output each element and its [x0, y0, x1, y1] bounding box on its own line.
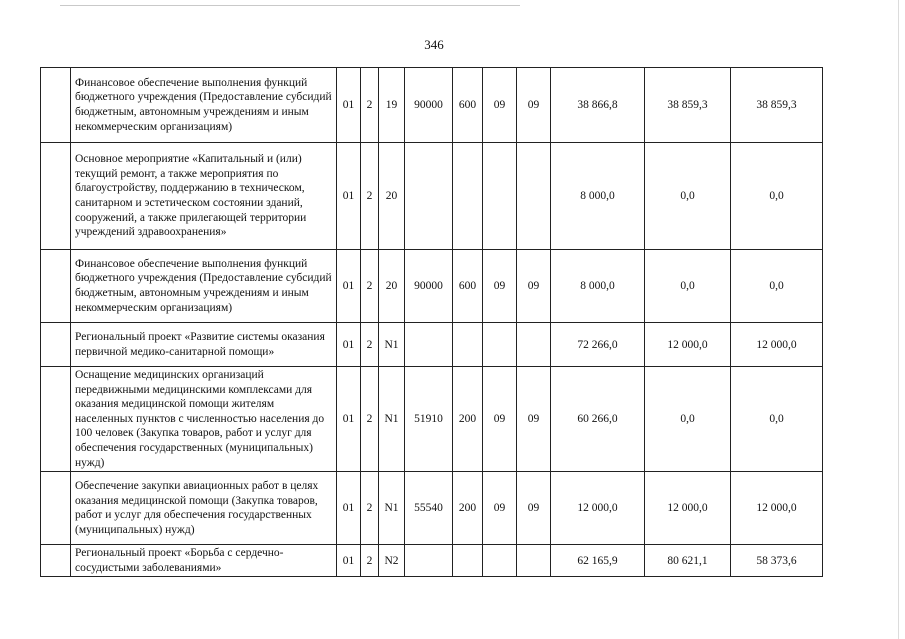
amount-year-1: 62 165,9: [551, 545, 645, 577]
row-description: Финансовое обеспечение выполнения функций бюджетного учреждения (Предоставление субсидий бюджетным, автономным учреждениям и иным некоммерческим организациям): [71, 68, 337, 143]
section-code: 09: [483, 250, 517, 323]
direction-code: [405, 323, 453, 367]
row-description: Региональный проект «Развитие системы оказания первичной медико-санитарной помощи»: [71, 323, 337, 367]
row-description: Основное мероприятие «Капитальный и (или) текущий ремонт, а также мероприятия по благоустройству, поддержанию в техническом, санитарном и эстетическом состоянии зданий, сооружений, а также прилегающей территории учреждений здравоохранения»: [71, 143, 337, 250]
row-description: Оснащение медицинских организаций передвижными медицинскими комплексами для оказания медицинской помощи жителям населенных пунктов с численностью населения до 100 человек (Закупка товаров, работ и услуг для обеспечения государственных (муниципальных) нужд): [71, 367, 337, 472]
subsection-code: 09: [517, 472, 551, 545]
expense-type-code: 200: [453, 367, 483, 472]
row-margin-cell: [41, 68, 71, 143]
amount-year-3: 12 000,0: [731, 323, 823, 367]
expense-type-code: [453, 143, 483, 250]
subprogram-code: 2: [361, 250, 379, 323]
subsection-code: [517, 545, 551, 577]
event-code: 19: [379, 68, 405, 143]
program-code: 01: [337, 68, 361, 143]
amount-year-3: 58 373,6: [731, 545, 823, 577]
program-code: 01: [337, 143, 361, 250]
amount-year-2: 38 859,3: [645, 68, 731, 143]
event-code: 20: [379, 250, 405, 323]
budget-table: [40, 67, 823, 577]
event-code: 20: [379, 143, 405, 250]
subprogram-code: 2: [361, 472, 379, 545]
table-row: [41, 250, 823, 323]
table-row: [41, 143, 823, 250]
row-description: Региональный проект «Борьба с сердечно-сосудистыми заболеваниями»: [71, 545, 337, 577]
program-code: 01: [337, 472, 361, 545]
expense-type-code: 200: [453, 472, 483, 545]
amount-year-1: 60 266,0: [551, 367, 645, 472]
amount-year-1: 8 000,0: [551, 250, 645, 323]
subprogram-code: 2: [361, 323, 379, 367]
subsection-code: [517, 143, 551, 250]
subprogram-code: 2: [361, 367, 379, 472]
top-rule: [60, 5, 520, 6]
row-margin-cell: [41, 367, 71, 472]
program-code: 01: [337, 323, 361, 367]
amount-year-2: 0,0: [645, 250, 731, 323]
amount-year-3: 0,0: [731, 250, 823, 323]
program-code: 01: [337, 545, 361, 577]
subsection-code: 09: [517, 250, 551, 323]
table-row: [41, 68, 823, 143]
row-description: Обеспечение закупки авиационных работ в целях оказания медицинской помощи (Закупка товаров, работ и услуг для обеспечения государственных (муниципальных) нужд): [71, 472, 337, 545]
direction-code: 51910: [405, 367, 453, 472]
program-code: 01: [337, 250, 361, 323]
expense-type-code: 600: [453, 250, 483, 323]
direction-code: [405, 545, 453, 577]
amount-year-2: 0,0: [645, 143, 731, 250]
subsection-code: 09: [517, 367, 551, 472]
amount-year-1: 38 866,8: [551, 68, 645, 143]
section-code: 09: [483, 68, 517, 143]
amount-year-2: 12 000,0: [645, 323, 731, 367]
subsection-code: [517, 323, 551, 367]
table-row: [41, 323, 823, 367]
amount-year-2: 80 621,1: [645, 545, 731, 577]
amount-year-3: 0,0: [731, 143, 823, 250]
program-code: 01: [337, 367, 361, 472]
subsection-code: 09: [517, 68, 551, 143]
direction-code: 55540: [405, 472, 453, 545]
amount-year-1: 8 000,0: [551, 143, 645, 250]
expense-type-code: [453, 545, 483, 577]
table-row: [41, 472, 823, 545]
section-code: [483, 545, 517, 577]
section-code: 09: [483, 367, 517, 472]
row-description: Финансовое обеспечение выполнения функций бюджетного учреждения (Предоставление субсидий бюджетным, автономным учреждениям и иным некоммерческим организациям): [71, 250, 337, 323]
row-margin-cell: [41, 143, 71, 250]
amount-year-1: 12 000,0: [551, 472, 645, 545]
amount-year-2: 0,0: [645, 367, 731, 472]
subprogram-code: 2: [361, 143, 379, 250]
section-code: 09: [483, 472, 517, 545]
page-number: 346: [424, 37, 444, 52]
event-code: N2: [379, 545, 405, 577]
amount-year-2: 12 000,0: [645, 472, 731, 545]
amount-year-1: 72 266,0: [551, 323, 645, 367]
amount-year-3: 38 859,3: [731, 68, 823, 143]
expense-type-code: 600: [453, 68, 483, 143]
table-body: [41, 68, 823, 577]
direction-code: 90000: [405, 68, 453, 143]
section-code: [483, 143, 517, 250]
direction-code: 90000: [405, 250, 453, 323]
row-margin-cell: [41, 323, 71, 367]
row-margin-cell: [41, 545, 71, 577]
subprogram-code: 2: [361, 68, 379, 143]
row-margin-cell: [41, 472, 71, 545]
page-edge: [898, 0, 899, 639]
event-code: N1: [379, 367, 405, 472]
section-code: [483, 323, 517, 367]
table-row: [41, 545, 823, 577]
row-margin-cell: [41, 250, 71, 323]
event-code: N1: [379, 472, 405, 545]
table-row: [41, 367, 823, 472]
expense-type-code: [453, 323, 483, 367]
amount-year-3: 0,0: [731, 367, 823, 472]
subprogram-code: 2: [361, 545, 379, 577]
amount-year-3: 12 000,0: [731, 472, 823, 545]
direction-code: [405, 143, 453, 250]
event-code: N1: [379, 323, 405, 367]
